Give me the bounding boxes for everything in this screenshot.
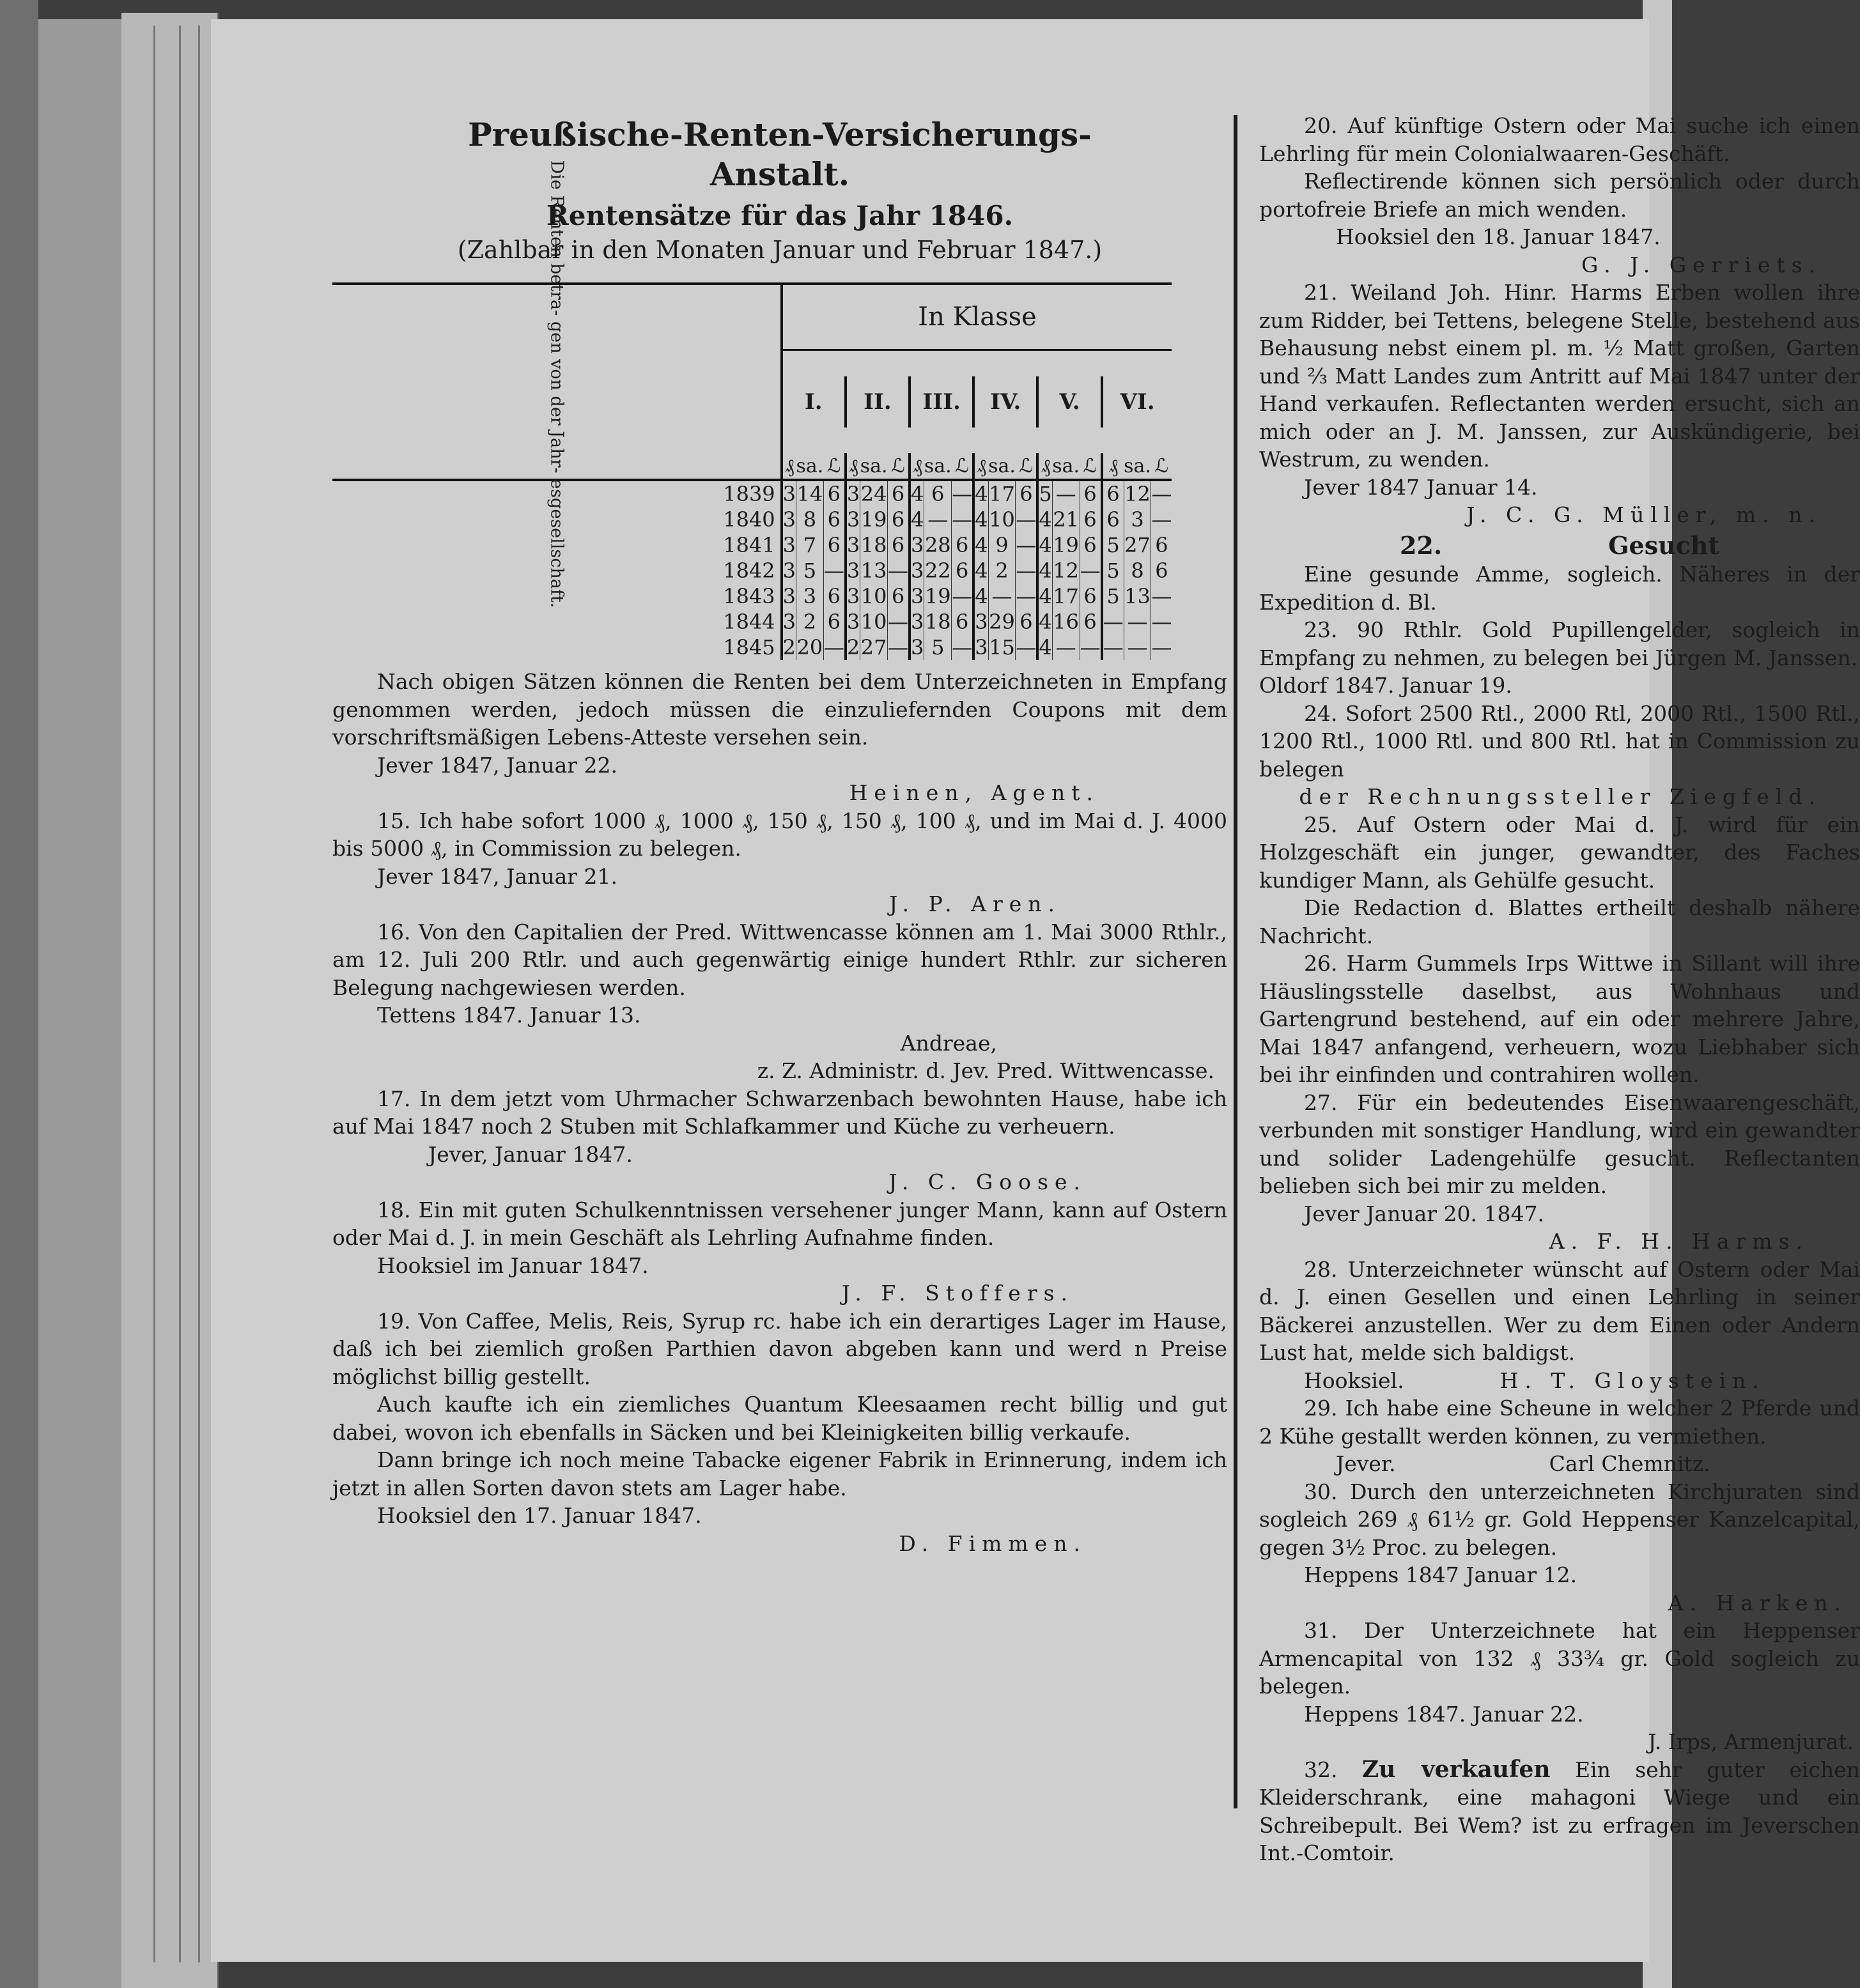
table-cell: 6 (1016, 480, 1038, 507)
ad-25-cont: Die Redaction d. Blattes ertheilt deshalb nähere Nachricht. (1259, 895, 1860, 948)
date-line: Hooksiel den 18. Januar 1847. (1336, 224, 1661, 249)
signature: Heinen, Agent. (849, 780, 1099, 805)
ad-23: 23. 90 Rthlr. Gold Pupillengelder, sogleich in Empfang zu nehmen, zu belegen bei Jürgen M. Janssen. (1259, 617, 1860, 670)
date-line: Heppens 1847. Januar 22. (1304, 1701, 1584, 1727)
class-header: II. (846, 376, 910, 428)
unit-label: ₰ (973, 453, 988, 480)
vertical-header: Die Renten betra- gen von der Jahr- esgesellschaft. (332, 284, 782, 480)
table-cell: — (1016, 533, 1037, 557)
table-cell: 8 (796, 507, 824, 532)
ad-19: 19. Von Caffee, Melis, Reis, Syrup rc. habe ich ein derartiges Lager im Hause, daß ich bei ziemlich großen Parthien davon abgeben kann und werd n Preise möglichst billig gestellt. (332, 1308, 1227, 1389)
ad-18: 18. Ein mit guten Schulkenntnissen versehener junger Mann, kann auf Ostern oder Mai d. J. in mein Geschäft als Lehrling Aufnahme finden. (332, 1197, 1227, 1250)
unit-label: ₰ (1037, 453, 1052, 480)
table-cell: — (1103, 610, 1124, 634)
table-cell: 14 (796, 480, 824, 507)
table-cell: 6 (952, 532, 974, 558)
table-cell: 6 (888, 583, 910, 609)
table-cell: 21 (1053, 507, 1080, 532)
table-cell: — (1151, 482, 1172, 506)
year-cell: 1845 (332, 635, 782, 660)
header-brace (782, 350, 1172, 377)
table-cell: 10 (860, 584, 887, 608)
table-cell: 6 (823, 609, 846, 635)
table-cell: — (1016, 559, 1037, 583)
table-cell: 4 (975, 584, 988, 608)
table-cell: 4 (1039, 507, 1052, 532)
ad-25: 25. Auf Ostern oder Mai d. J. wird für ein Holzgeschäft ein junger, gewandter, des Faches kundiger Mann, als Gehülfe gesucht. (1259, 812, 1860, 893)
table-cell: 4 (1039, 559, 1052, 583)
table-cell: 3 (846, 610, 860, 634)
table-cell: 3 (1124, 507, 1151, 532)
table-cell: 4 (975, 533, 988, 557)
book-edge-pages (38, 19, 123, 1988)
table-cell: — (952, 480, 974, 507)
signature: J. C. G. Müller, m. n. (1466, 502, 1822, 527)
article-title-line2: Anstalt. (709, 155, 850, 193)
signature: J. F. Stoffers. (841, 1281, 1074, 1306)
table-cell: 15 (989, 635, 1015, 659)
right-column (1259, 112, 1860, 1867)
table-cell: 4 (1039, 584, 1052, 608)
signature: J. P. Aren. (888, 891, 1061, 916)
table-cell: 12 (1053, 559, 1080, 583)
table-cell: 3 (846, 584, 860, 608)
signature: D. Fimmen. (899, 1530, 1087, 1556)
table-cell: 18 (860, 533, 887, 557)
table-cell: 8 (1124, 558, 1151, 583)
ad-15: 15. Ich habe sofort 1000 ₰, 1000 ₰, 150 ₰, 150 ₰, 100 ₰, und im Mai d. J. 4000 bis 5000 ₰, in Commission zu belegen. (332, 808, 1227, 861)
table-cell: — (952, 507, 973, 532)
class-header: VI. (1120, 389, 1155, 415)
date-line: Tettens 1847. Januar 13. (377, 1003, 641, 1028)
table-cell: 3 (782, 610, 796, 634)
table-cell: 4 (1039, 533, 1052, 557)
table-cell: 17 (988, 480, 1016, 507)
table-cell: 6 (1080, 609, 1102, 635)
table-row (332, 583, 1172, 609)
date-line: Jever, Januar 1847. (428, 1141, 633, 1167)
table-cell: — (924, 507, 952, 532)
unit-label: sa. (924, 453, 952, 480)
unit-label: sa. (860, 453, 888, 480)
table-cell: — (888, 559, 909, 583)
table-cell: 3 (846, 480, 860, 507)
table-note: Nach obigen Sätzen können die Renten bei dem Unterzeichneten in Empfang genommen werden, jedoch müssen die einzuliefernden Coupons mit dem vorschriftsmäßigen Lebens-Atteste versehen sein. (332, 669, 1227, 750)
ad-28-sign: Hooksiel. H. T. Gloystein. (1304, 1368, 1765, 1393)
table-cell: 6 (1016, 609, 1038, 635)
table-cell: 6 (888, 532, 910, 558)
ad-29-sign: Jever. Carl Chemnitz. (1336, 1451, 1710, 1476)
unit-label: ₰ (910, 453, 924, 480)
year-cell: 1843 (332, 583, 782, 609)
table-cell: 6 (1155, 533, 1168, 557)
table-cell: — (952, 635, 973, 659)
signature: A. Harken. (1668, 1590, 1847, 1615)
table-cell: 3 (846, 533, 860, 557)
article-subtitle-2: (Zahlbar in den Monaten Januar und Februar 1847.) (457, 236, 1103, 264)
ad-29: 29. Ich habe eine Scheune in welcher 2 Pferde und 2 Kühe gestallt werden können, zu vermiethen. (1259, 1396, 1860, 1449)
table-cell: 6 (823, 507, 846, 532)
table-cell: 4 (973, 480, 988, 507)
unit-label: sa. (1052, 453, 1080, 480)
group-header: In Klasse (782, 284, 1172, 350)
table-cell: 5 (796, 558, 824, 583)
ad-16: 16. Von den Capitalien der Pred. Wittwencasse können am 1. Mai 3000 Rthlr., am 12. Juli 200 Rtlr. und auch gegenwärtig einige hundert Rthlr. zur sicheren Belegung nachgewiesen werden. (332, 919, 1227, 1000)
class-header: IV. (973, 376, 1037, 428)
ad-24: 24. Sofort 2500 Rtl., 2000 Rtl, 2000 Rtl., 1500 Rtl., 1200 Rtl., 1000 Rtl. und 800 Rtl. hat in Commission zu belegen (1259, 700, 1860, 782)
table-cell: 5 (1102, 558, 1124, 583)
table-cell: 18 (924, 610, 951, 634)
table-cell: — (1103, 635, 1124, 659)
table-cell: 3 (782, 533, 796, 557)
ad-19-cont: Auch kaufte ich ein ziemliches Quantum Kleesaamen recht billig und gut dabei, wovon ich ebenfalls in Säcken und bei Kleinigkeiten billig verkaufe. (332, 1392, 1227, 1445)
table-cell: 6 (823, 532, 846, 558)
table-cell: 3 (975, 610, 988, 634)
page-edge-line (153, 26, 155, 1962)
table-cell: — (888, 635, 909, 659)
class-header: I. (782, 376, 846, 428)
table-cell: 3 (911, 635, 924, 659)
table-cell: 2 (782, 635, 796, 659)
table-row (332, 635, 1172, 660)
table-cell: — (1151, 610, 1172, 634)
table-cell: — (1052, 480, 1080, 507)
table-cell: 4 (975, 559, 988, 583)
table-cell: 19 (860, 507, 887, 532)
table-cell: 3 (782, 559, 796, 583)
signature-title: z. Z. Administr. d. Jev. Pred. Wittwencasse. (757, 1058, 1214, 1083)
table-cell: 3 (911, 584, 924, 608)
unit-label: sa. (988, 453, 1016, 480)
ad-28: 28. Unterzeichneter wünscht auf Ostern oder Mai d. J. einen Gesellen und einen Lehrling in seiner Bäckerei anzustellen. Wer zu dem Einen oder Andern Lust hat, melde sich baldigst. (1259, 1256, 1860, 1365)
year-cell: 1844 (332, 609, 782, 635)
ad-26: 26. Harm Gummels Irps Wittwe in Sillant will ihre Häuslingsstelle daselbst, aus Wohnhaus und Gartengrund bestehend, auf ein oder mehrere Jahre, Mai 1847 anfangend, verheuern, wozu Liebhaber sich bei ihr einfinden und contrahiren wollen. (1259, 951, 1860, 1087)
signature: J. Irps, Armenjurat. (1648, 1729, 1854, 1754)
table-row (332, 558, 1172, 583)
date-line: Jever 1847, Januar 22. (377, 752, 617, 778)
table-cell: — (1151, 635, 1172, 659)
table-cell: 6 (823, 583, 846, 609)
article-subtitle: Rentensätze für das Jahr 1846. (546, 200, 1014, 231)
date-line: Jever 1847 Januar 14. (1304, 474, 1538, 500)
table-cell: — (1052, 635, 1080, 660)
signature: A. F. H. Harms. (1549, 1229, 1809, 1254)
ad-21: 21. Weiland Joh. Hinr. Harms Erben wollen ihre zum Ridder, bei Tettens, belegene Stelle, bestehend aus Behausung nebst einem pl. m. ½ Matt großen, Garten und ⅔ Matt Landes zum Antritt auf Mai 1847 unter der Hand verkaufen. Reflectanten werden ersucht, sich an mich oder an J. M. Janssen, zur Auskündigerie, bei Westrum, zu wenden. (1259, 280, 1860, 472)
table-cell: 3 (846, 559, 860, 583)
table-cell: 3 (911, 610, 924, 634)
signature: G. J. Gerriets. (1581, 252, 1822, 277)
table-cell: — (1124, 635, 1151, 660)
year-cell: 1841 (332, 532, 782, 558)
table-cell: 6 (1080, 583, 1102, 609)
unit-label: sa. (1124, 453, 1151, 480)
table-row (332, 480, 1172, 507)
table-cell: — (823, 559, 844, 583)
book-edge-pages-inner (121, 13, 219, 1988)
table-cell: 3 (911, 559, 924, 583)
year-cell: 1839 (332, 480, 782, 507)
table-cell: 5 (924, 635, 952, 660)
signature: der Rechnungssteller Ziegfeld. (1299, 784, 1822, 809)
year-cell: 1842 (332, 558, 782, 583)
table-cell: 9 (988, 532, 1016, 558)
class-header: III. (910, 376, 973, 428)
table-cell: — (888, 610, 909, 634)
ad-27: 27. Für ein bedeutendes Eisenwaarengeschäft, verbunden mit sonstiger Handlung, wird ein gewandter und solider Ladengehülfe gesucht. Reflectanten belieben sich bei mir zu melden. (1259, 1090, 1860, 1198)
date-line: Jever Januar 20. 1847. (1304, 1201, 1544, 1226)
table-cell: 6 (1102, 507, 1124, 532)
unit-label: ℒ (823, 453, 846, 480)
article-title-line1: Preußische-Renten-Versicherungs- (468, 116, 1092, 153)
table-cell: 6 (1080, 480, 1102, 507)
table-row (332, 609, 1172, 635)
unit-label: ℒ (1016, 453, 1038, 480)
table-cell: — (1016, 584, 1037, 608)
unit-label: ₰ (846, 453, 860, 480)
table-cell: — (952, 584, 973, 608)
table-cell: 4 (975, 507, 988, 532)
table-cell: — (1016, 507, 1037, 532)
column-divider (1234, 115, 1237, 1808)
table-cell: 5 (1037, 480, 1052, 507)
table-cell: 16 (1053, 610, 1080, 634)
table-cell: 3 (782, 584, 796, 608)
table-cell: — (823, 635, 844, 659)
signature: Andreae, (900, 1030, 997, 1056)
table-cell: 6 (1155, 559, 1168, 583)
ad-32: 32. Zu verkaufen Ein sehr guter eichen Kleiderschrank, eine mahagoni Wiege und ein Schreibepult. Bei Wem? ist zu erfragen im Jeverschen Int.-Comtoir. (1259, 1755, 1860, 1865)
ad-17: 17. In dem jetzt vom Uhrmacher Schwarzenbach bewohnten Hause, habe ich auf Mai 1847 noch 2 Stuben mit Schlafkammer und Küche zu verheuern. (332, 1086, 1227, 1139)
page-edge-line (179, 26, 181, 1962)
table-cell: 6 (1080, 532, 1102, 558)
table-cell: 3 (846, 507, 860, 532)
ad-19-cont: Dann bringe ich noch meine Tabacke eigener Fabrik in Erinnerung, indem ich jetzt in allen Sorten davon stets am Lager habe. (332, 1447, 1227, 1500)
table-row (332, 532, 1172, 558)
date-line: Hooksiel den 17. Januar 1847. (377, 1503, 702, 1528)
table-cell: 27 (1124, 533, 1151, 557)
unit-label: ℒ (952, 453, 974, 480)
table-cell: 7 (796, 532, 824, 558)
table-cell: 10 (860, 610, 887, 634)
page-edge-line (198, 26, 200, 1962)
ad-20: 20. Auf künftige Ostern oder Mai suche ich einen Lehrling für mein Colonialwaaren-Geschäft. (1259, 113, 1860, 166)
table-cell: 24 (860, 480, 888, 507)
table-cell: — (1124, 609, 1151, 635)
ad-20-cont: Reflectirende können sich persönlich oder durch portofreie Briefe an mich wenden. (1259, 169, 1860, 222)
table-cell: 6 (1080, 507, 1102, 532)
table-cell: 4 (910, 480, 924, 507)
table-cell: 6 (888, 507, 910, 532)
table-cell: 5 (1102, 583, 1124, 609)
ad-30: 30. Durch den unterzeichneten Kirchjuraten sind sogleich 269 ₰ 61½ gr. Gold Heppenser Kanzelcapital, gegen 3½ Proc. zu belegen. (1259, 1479, 1860, 1560)
ad-31: 31. Der Unterzeichnete hat ein Heppenser Armencapital von 132 ₰ 33¾ gr. Gold sogleich zu belegen. (1259, 1618, 1860, 1699)
unit-label: ₰ (1102, 453, 1124, 480)
table-cell: 4 (1039, 635, 1052, 659)
year-cell: 1840 (332, 507, 782, 532)
table-row (332, 507, 1172, 532)
table-cell: — (988, 583, 1016, 609)
table-cell: 3 (796, 583, 824, 609)
table-cell: 13 (1124, 584, 1151, 608)
table-cell: — (1080, 635, 1101, 659)
table-cell: 2 (988, 558, 1016, 583)
table-cell: 28 (924, 533, 951, 557)
table-cell: — (1080, 559, 1101, 583)
table-cell: 4 (1039, 610, 1052, 634)
table-cell: 6 (924, 480, 952, 507)
table-cell: 29 (989, 610, 1015, 634)
table-cell: — (1151, 507, 1172, 532)
table-cell: 10 (989, 507, 1015, 532)
table-cell: 20 (796, 635, 823, 659)
table-cell: 22 (924, 559, 951, 583)
table-cell: 6 (888, 480, 910, 507)
table-cell: 3 (911, 533, 924, 557)
table-cell: 12 (1124, 480, 1151, 507)
unit-label: ℒ (888, 453, 910, 480)
table-cell: 5 (1102, 532, 1124, 558)
table-cell: 19 (1053, 533, 1080, 557)
table-cell: 6 (823, 480, 846, 507)
table-cell: 17 (1053, 584, 1080, 608)
table-cell: — (1016, 635, 1037, 659)
class-header: V. (1037, 376, 1101, 428)
signature: J. C. Goose. (888, 1169, 1087, 1194)
table-cell: 27 (860, 635, 887, 659)
book-edge-dark (0, 0, 38, 1988)
table-cell: 6 (952, 609, 974, 635)
left-column (332, 19, 1227, 1557)
newspaper-page (211, 19, 1860, 1962)
unit-label: ℒ (1080, 453, 1102, 480)
table-cell: 13 (860, 559, 887, 583)
unit-label: ₰ (782, 453, 796, 480)
date-line: Oldorf 1847. Januar 19. (1259, 673, 1512, 698)
table-cell: 2 (846, 635, 860, 659)
table-cell: 3 (975, 635, 988, 659)
table-cell: 3 (782, 480, 796, 507)
table-cell: 3 (782, 507, 796, 532)
unit-label: ℒ (1151, 453, 1172, 480)
table-cell: 2 (796, 609, 824, 635)
unit-label: sa. (796, 453, 824, 480)
table-cell: 6 (1102, 480, 1124, 507)
table-cell: 4 (911, 507, 924, 532)
date-line: Heppens 1847 Januar 12. (1304, 1562, 1577, 1587)
ad-22-heading: 22. Gesucht (1399, 530, 1720, 560)
table-cell: 6 (952, 558, 974, 583)
ad-22: Eine gesunde Amme, sogleich. Näheres in der Expedition d. Bl. (1259, 562, 1860, 615)
date-line: Jever 1847, Januar 21. (377, 863, 617, 889)
date-line: Hooksiel im Januar 1847. (377, 1252, 649, 1278)
table-cell: — (1151, 584, 1172, 608)
table-cell: 19 (924, 584, 951, 608)
